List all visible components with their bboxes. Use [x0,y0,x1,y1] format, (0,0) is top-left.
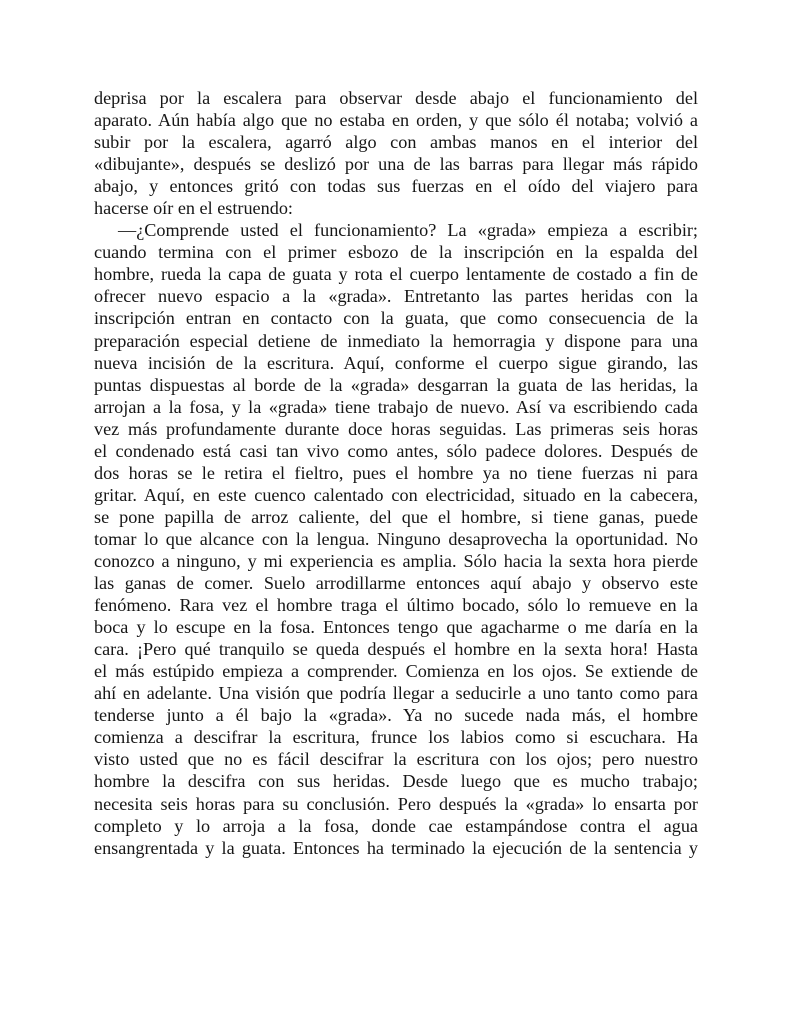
text-line: hombre la descifra con sus heridas. Desde luego que es mucho trabajo; [94,771,698,792]
text-line: deprisa por la escalera para observar desde abajo el funcionamiento del [94,88,698,108]
text-line: visto usted que no es fácil descifrar la escritura con los ojos; pero nuestro [94,749,698,770]
text-line: aparato. Aún había algo que no estaba en orden, y que sólo él notaba; volvió a [94,110,698,131]
text-line: arrojan a la fosa, y la «grada» tiene trabajo de nuevo. Así va escribiendo cada [94,396,698,417]
text-line: el más estúpido empieza a comprender. Comienza en los ojos. Se extiende de [94,661,698,682]
text-line: puntas dispuestas al borde de la «grada» desgarran la guata de las heridas, la [94,374,698,395]
text-line: nueva incisión de la escritura. Aquí, conforme el cuerpo sigue girando, las [94,352,698,373]
text-line: ofrecer nuevo espacio a la «grada». Entretanto las partes heridas con la [94,286,698,307]
text-line: vez más profundamente durante doce horas seguidas. Las primeras seis horas [94,418,698,439]
text-line: boca y lo escupe en la fosa. Entonces tengo que agacharme o me daría en la [94,617,698,638]
text-line: necesita seis horas para su conclusión. Pero después la «grada» lo ensarta por [94,793,698,814]
text-line: dos horas se le retira el fieltro, pues el hombre ya no tiene fuerzas ni para [94,462,698,483]
text-line: «dibujante», después se deslizó por una de las barras para llegar más rápido [94,154,698,175]
text-line: tenderse junto a él bajo la «grada». Ya no sucede nada más, el hombre [94,705,698,726]
text-line: preparación especial detiene de inmediato la hemorragia y dispone para una [94,330,698,351]
text-line: —¿Comprende usted el funcionamiento? La «grada» empieza a escribir; [118,220,698,241]
document-page [94,87,698,903]
text-line: inscripción entran en contacto con la guata, que como consecuencia de la [94,308,698,329]
text-line: las ganas de comer. Suelo arrodillarme entonces aquí abajo y observo este [94,573,698,594]
text-line: comienza a descifrar la escritura, frunce los labios como si escuchara. Ha [94,727,698,748]
text-line: hacerse oír en el estruendo: [94,198,293,219]
text-line: hombre, rueda la capa de guata y rota el cuerpo lentamente de costado a fin de [94,264,698,285]
text-line: subir por la escalera, agarró algo con ambas manos en el interior del [94,132,698,153]
text-line: fenómeno. Rara vez el hombre traga el último bocado, sólo lo remueve en la [94,595,698,616]
text-line: completo y lo arroja a la fosa, donde cae estampándose contra el agua [94,815,698,836]
text-line: ahí en adelante. Una visión que podría llegar a seducirle a uno tanto como para [94,683,698,704]
text-line: conozco a ninguno, y mi experiencia es amplia. Sólo hacia la sexta hora pierde [94,550,698,571]
text-line: el condenado está casi tan vivo como antes, sólo padece dolores. Después de [94,440,698,461]
text-line: gritar. Aquí, en este cuenco calentado con electricidad, situado en la cabecera, [94,484,698,505]
text-line: tomar lo que alcance con la lengua. Ninguno desaprovecha la oportunidad. No [94,528,698,549]
text-line: se pone papilla de arroz caliente, del que el hombre, si tiene ganas, puede [94,506,698,527]
text-line [94,859,698,881]
text-line: cuando termina con el primer esbozo de la inscripción en la espalda del [94,242,698,263]
paragraph-1 [94,87,698,219]
text-line: abajo, y entonces gritó con todas sus fuerzas en el oído del viajero para [94,176,698,197]
text-line: cara. ¡Pero qué tranquilo se queda después el hombre en la sexta hora! Hasta [94,639,698,660]
paragraph-2 [94,219,698,902]
text-line [94,881,698,903]
text-line: ensangrentada y la guata. Entonces ha terminado la ejecución de la sentencia y [94,837,698,858]
